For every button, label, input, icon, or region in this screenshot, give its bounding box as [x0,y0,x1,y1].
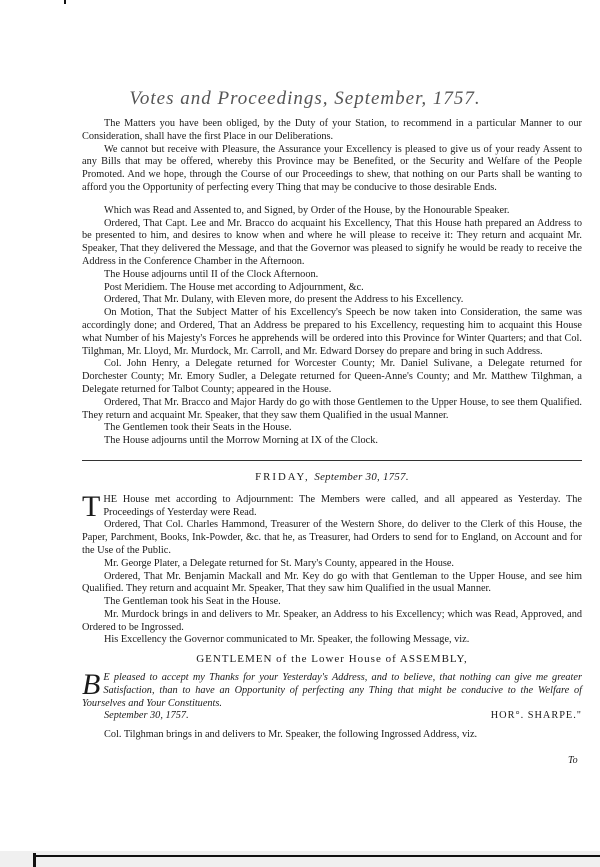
paragraph: Ordered, That Col. Charles Hammond, Treasurer of the Western Shore, do deliver to the Clerk of this House, the Paper, Parchment, Books, Ink-Powder, &c. that he, as Treasurer, had Orders to send for to England, on Account and for the Use of the Public. [82,519,582,556]
message-signature: HOR°. SHARPE." [490,710,582,722]
dateline-day: FRIDAY, [255,470,310,483]
paragraph: The House adjourns until II of the Clock Afternoon. [104,268,319,280]
paragraph: Which was Read and Assented to, and Signed, by Order of the House, by the Honourable Speaker. [104,204,510,216]
margin-mark [64,0,66,4]
paragraph: Mr. Murdock brings in and delivers to Mr. Speaker, an Address to his Excellency; which was Read, Approved, and Ordered to be Ingrossed. [82,608,582,633]
paragraph: Mr. George Plater, a Delegate returned for St. Mary's County, appeared in the House. [104,557,455,569]
paragraph: We cannot but receive with Pleasure, the Assurance your Excellency is pleased to give us of your ready Assent to any Bills that may be offered, whereby this Province may be Benefited, or the Security and Welfare of the People Promoted. And we hope, through the Course of our Proceedings to shew, that nothing on our Parts shall be wanting to afford you the Opportunity of perfecting every Thing that may be conducive to those desirable Ends. [82,143,582,193]
paragraph: The Gentlemen took their Seats in the House. [104,422,292,434]
paragraph: The Matters you have been obliged, by the Duty of your Station, to recommend in a particular Manner to our Consideration, shall have the first Place in our Deliberations. [82,118,582,142]
drop-cap: B [82,668,101,702]
message-text: E pleased to accept my Thanks for your Yesterday's Address, and to believe, that nothing can give me greater Satisfaction, than to have an Opportunity of perfecting any Thing that might be conducive to the Welfare of Yourselves and Your Constituents. [82,672,582,709]
message-heading: GENTLEMEN of the Lower House of ASSEMBLY, [196,653,468,666]
paragraph: Ordered, That Mr. Bracco and Major Hardy do go with those Gentlemen to the Upper House, to see them Qualified. They return and acquaint Mr. Speaker, that they saw them Qualified in the usual Manner. [82,396,582,421]
document-body [82,118,582,742]
paragraph-text: HE House met according to Adjournment: The Members were called, and all appeared as Yesterday. The Proceedings of Yesterday were Read. [103,493,582,518]
paragraph: On Motion, That the Subject Matter of his Excellency's Speech be now taken into Consideration, the same was accordingly done; and Ordered, That an Address be prepared to his Excellency, requesting him to acquaint this House what Number of his Majesty's Forces he apprehends will be ordered into this Province for Winter Quarters; and that Col. Tilghman, Mr. Lloyd, Mr. Murdock, Mr. Carroll, and Mr. Edward Dorsey do prepare and bring in such Address. [82,307,582,357]
paragraph: Ordered, That Mr. Dulany, with Eleven more, do present the Address to his Excellency. [104,294,464,306]
paragraph: Post Meridiem. The House met according to Adjournment, &c. [104,281,364,293]
message-footer [82,710,582,723]
catchword: To [568,755,578,766]
paragraph: Col. Tilghman brings in and delivers to Mr. Speaker, the following Ingrossed Address, viz. [104,729,478,741]
paragraph: Ordered, That Capt. Lee and Mr. Bracco do acquaint his Excellency, That this House hath prepared an Address to be presented to him, and desires to know when and where he will please to receive it: They return and acquaint Mr. Speaker, That they delivered the Message, and that the Governor was pleased to signify he would be ready to receive the Address in the Conference Chamber in the Afternoon. [82,217,582,267]
drop-cap: T [82,489,101,523]
page-header-title: Votes and Proceedings, September, 1757. [129,88,481,109]
paragraph [82,489,582,523]
page-edge-line [33,855,600,857]
governor-message [82,668,582,710]
paragraph: Col. John Henry, a Delegate returned for Worcester County; Mr. Daniel Sulivane, a Delegate returned for Dorchester County; Mr. Emory Sudler, a Delegate returned for Queen-Anne's County; and Mr. Matthew Tilghman, a Delegate returned for Talbot County; appeared in the House. [82,358,582,395]
paragraph: The House adjourns until the Morrow Morning at IX of the Clock. [104,435,378,447]
message-date: September 30, 1757. [104,710,189,722]
scan-bottom-edge [0,851,600,867]
dateline-date: September 30, 1757. [314,470,409,483]
page-edge-corner [33,853,36,867]
dateline [82,471,582,484]
paragraph: Ordered, That Mr. Benjamin Mackall and Mr. Key do go with that Gentleman to the Upper House, and see him Qualified. They return and acquaint Mr. Speaker, That they saw him Qualified in the usual Manner. [82,570,582,595]
paragraph: His Excellency the Governor communicated to Mr. Speaker, the following Message, viz. [104,634,470,646]
paragraph: The Gentleman took his Seat in the House. [104,596,281,608]
section-divider [82,460,582,461]
